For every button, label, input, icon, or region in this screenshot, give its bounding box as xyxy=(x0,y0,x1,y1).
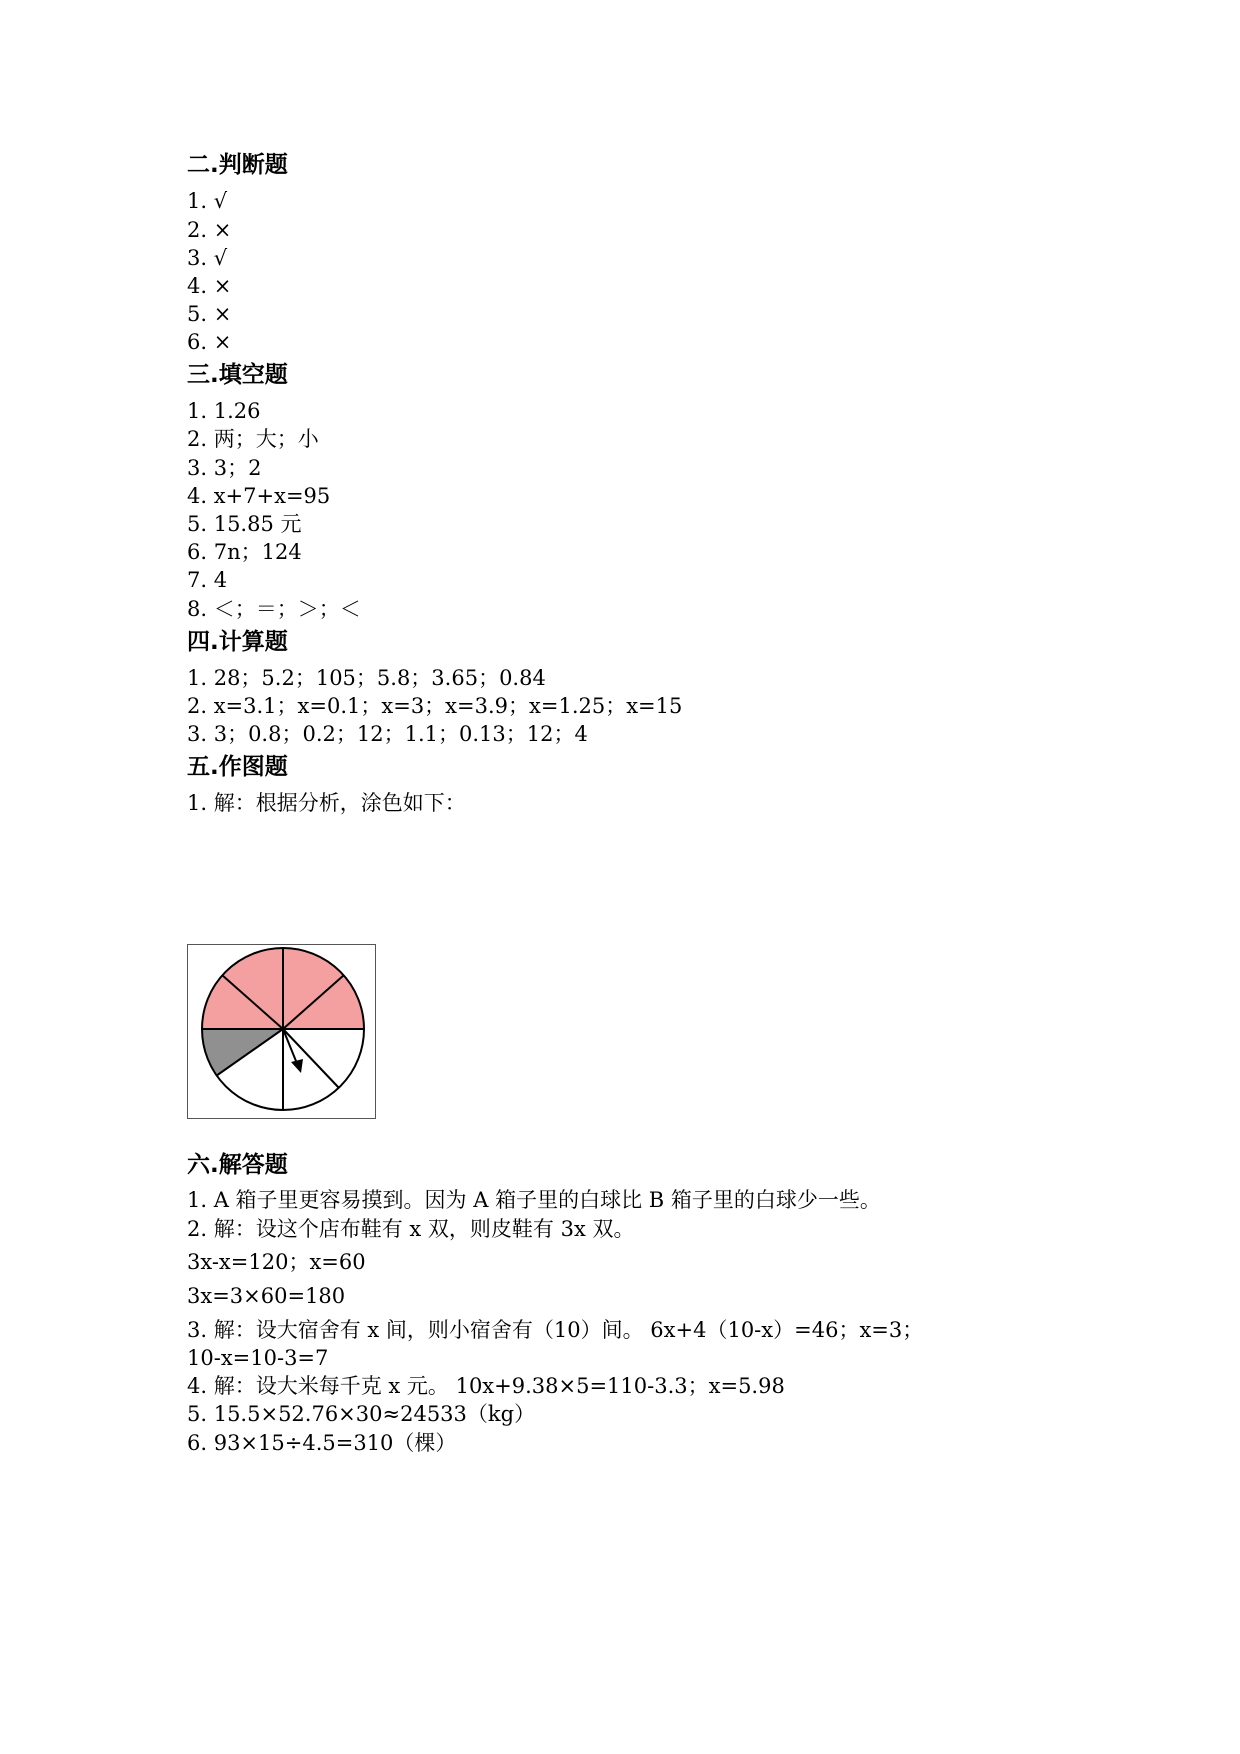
answer-line: 3. 3；0.8；0.2；12；1.1；0.13；12；4 xyxy=(187,722,588,746)
answer-line: 4. 解：设大米每千克 x 元。 10x+9.38×5=110-3.3；x=5.98 xyxy=(187,1374,785,1398)
answer-line: 2. x=3.1；x=0.1；x=3；x=3.9；x=1.25；x=15 xyxy=(187,694,683,718)
answer-line: 6. 93×15÷4.5=310（棵） xyxy=(187,1431,457,1455)
gray-sector-region xyxy=(202,1029,283,1076)
section-heading-fill-blank: 三.填空题 xyxy=(187,362,288,388)
answer-line: 1. 解：根据分析，涂色如下： xyxy=(187,791,466,815)
pointer-arrow xyxy=(283,1029,298,1066)
answer-line: 1. √ xyxy=(187,189,228,213)
answer-line: 5. 15.5×52.76×30≈24533（kg） xyxy=(187,1402,536,1426)
answer-line: 2. 解：设这个店布鞋有 x 双，则皮鞋有 3x 双。 xyxy=(187,1217,635,1241)
answer-line: 7. 4 xyxy=(187,568,228,592)
answer-line: 3. 解：设大宿舍有 x 间，则小宿舍有（10）间。 6x+4（10-x）=46；x=3； xyxy=(187,1318,924,1342)
answer-line: 1. 1.26 xyxy=(187,399,261,423)
answer-line: 4. x+7+x=95 xyxy=(187,484,331,508)
answer-line: 3. 3；2 xyxy=(187,456,262,480)
section-heading-calculation: 四.计算题 xyxy=(187,629,288,655)
pointer-arrowhead xyxy=(291,1059,303,1073)
section-heading-judgement: 二.判断题 xyxy=(187,152,288,178)
answer-line: 1. 28；5.2；105；5.8；3.65；0.84 xyxy=(187,666,546,690)
answer-line: 1. A 箱子里更容易摸到。因为 A 箱子里的白球比 B 箱子里的白球少一些。 xyxy=(187,1188,881,1212)
answer-line: 3. √ xyxy=(187,246,228,270)
answer-line: 2. × xyxy=(187,218,232,242)
answer-line: 10-x=10-3=7 xyxy=(187,1346,329,1370)
section-heading-drawing: 五.作图题 xyxy=(187,754,288,780)
answer-line: 3x-x=120；x=60 xyxy=(187,1250,366,1274)
answer-line: 8. ＜；＝；＞；＜ xyxy=(187,597,361,621)
spinner-pie-icon xyxy=(188,945,377,1120)
divider-line xyxy=(283,1029,339,1088)
answer-line: 6. × xyxy=(187,330,232,354)
answer-line: 3x=3×60=180 xyxy=(187,1284,346,1308)
answer-line: 5. × xyxy=(187,302,232,326)
spinner-figure xyxy=(187,944,376,1119)
answer-line: 5. 15.85 元 xyxy=(187,512,302,536)
answer-line: 6. 7n；124 xyxy=(187,540,302,564)
section-heading-answers: 六.解答题 xyxy=(187,1152,288,1178)
answer-line: 4. × xyxy=(187,274,232,298)
answer-line: 2. 两；大；小 xyxy=(187,427,319,451)
